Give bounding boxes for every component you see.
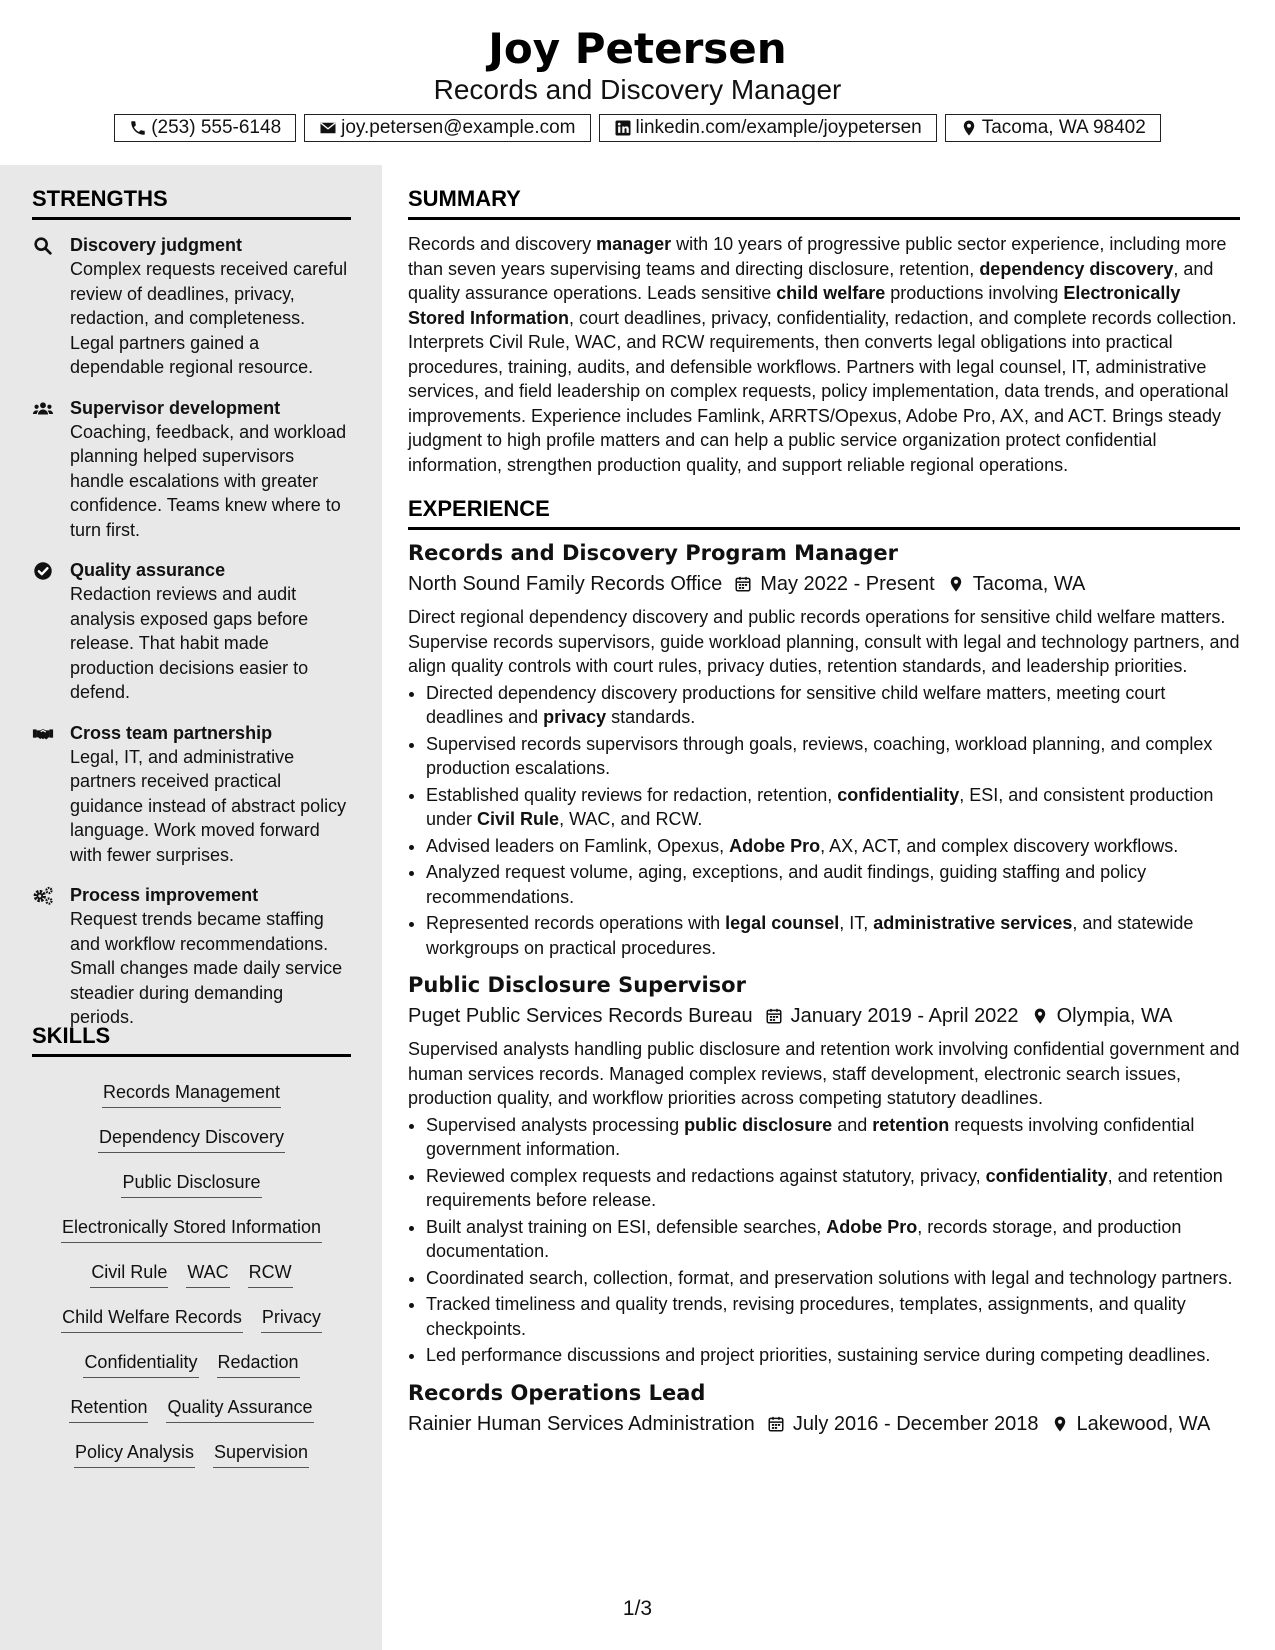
- job-bullet: • Reviewed complex requests and redactions against statutory, privacy, confidentiality, and retention requirements before release.: [426, 1164, 1240, 1213]
- job-entry: [408, 970, 1240, 1368]
- skill-tag: Retention: [69, 1395, 148, 1423]
- strengths-heading: STRENGTHS: [32, 185, 351, 220]
- job-title: Records Operations Lead: [408, 1380, 706, 1405]
- main-column: [408, 165, 1240, 1439]
- contact-email[interactable]: [304, 114, 590, 142]
- job-bullets: [408, 681, 1240, 961]
- strength-desc: Redaction reviews and audit analysis exposed gaps before release. That habit made production decisions easier to defend.: [70, 584, 309, 702]
- skill-tag: Supervision: [213, 1440, 309, 1468]
- strength-title: Process improvement: [70, 885, 259, 905]
- skills-heading: SKILLS: [32, 1022, 351, 1057]
- skill-tag: Redaction: [217, 1350, 300, 1378]
- users-icon: [32, 398, 54, 420]
- map-pin-icon: [947, 575, 965, 593]
- search-icon: [32, 235, 54, 257]
- skill-tag: Electronically Stored Information: [61, 1215, 322, 1243]
- strength-item: [32, 233, 352, 380]
- job-bullet: • Established quality reviews for redaction, retention, confidentiality, ESI, and consistent production under Civil Rule, WAC, and RCW.: [426, 783, 1240, 832]
- job-org: Puget Public Services Records Bureau: [408, 1005, 753, 1027]
- job-location: Tacoma, WA: [972, 573, 1086, 595]
- job-description: Supervised analysts handling public disclosure and retention work involving confidential government and human services records. Managed complex reviews, staff development, electronic search issues, production quality, and workflow priorities across competing statutory deadlines.: [408, 1039, 1240, 1108]
- contact-phone: [114, 114, 296, 142]
- job-meta: [408, 569, 1240, 599]
- job-bullet: • Supervised analysts processing public disclosure and retention requests involving confidential government information.: [426, 1113, 1240, 1162]
- experience-heading: EXPERIENCE: [408, 495, 1240, 530]
- strength-title: Discovery judgment: [70, 235, 243, 255]
- candidate-name: Joy Petersen: [488, 24, 787, 73]
- job-bullet: • Represented records operations with legal counsel, IT, administrative services, and statewide workgroups on practical procedures.: [426, 911, 1240, 960]
- check-circle-icon: [32, 560, 54, 582]
- job-location: Lakewood, WA: [1076, 1412, 1211, 1435]
- contact-phone-text: (253) 555-6148: [151, 117, 282, 138]
- skill-tag: Confidentiality: [83, 1350, 198, 1378]
- strength-title: Cross team partnership: [70, 722, 273, 743]
- job-description: Direct regional dependency discovery and public records operations for sensitive child welfare matters. Supervise records supervisors, guide workload planning, consult with legal and technology partners, and align quality controls with court rules, privacy duties, retention standards, and leadership priorities.: [408, 607, 1240, 676]
- job-location: Olympia, WA: [1056, 1005, 1173, 1027]
- map-pin-icon: [1031, 1007, 1049, 1025]
- phone-icon: [129, 119, 147, 137]
- resume-header: [0, 0, 1275, 165]
- gears-icon: [32, 885, 54, 907]
- job-bullet: • Directed dependency discovery productions for sensitive child welfare matters, meeting court deadlines and privacy standards.: [426, 681, 1240, 730]
- strength-desc: Request trends became staffing and workflow recommendations. Small changes made daily service steadier during demanding periods.: [70, 909, 343, 1027]
- job-title: Records and Discovery Program Manager: [408, 541, 898, 565]
- skills-list: [32, 1080, 351, 1485]
- job-dates: July 2016 - December 2018: [792, 1412, 1039, 1435]
- job-title: Public Disclosure Supervisor: [408, 973, 746, 997]
- skill-tag: Dependency Discovery: [98, 1125, 285, 1153]
- skill-tag: Child Welfare Records: [61, 1305, 243, 1333]
- strength-desc: Legal, IT, and administrative partners received practical guidance instead of abstract policy language. Work moved forward with fewer surprises.: [70, 746, 347, 865]
- map-pin-icon: [960, 119, 978, 137]
- job-bullet: • Tracked timeliness and quality trends, revising procedures, templates, assignments, and quality checkpoints.: [426, 1292, 1240, 1341]
- contact-email-text[interactable]: joy.petersen@example.com: [341, 117, 576, 138]
- strengths-list: [32, 233, 352, 1046]
- calendar-icon: [767, 1415, 785, 1433]
- sidebar: [0, 165, 382, 1650]
- calendar-icon: [734, 575, 752, 593]
- contact-bar: [0, 114, 1275, 142]
- strength-item: [32, 721, 352, 868]
- job-bullet: • Advised leaders on Famlink, Opexus, Adobe Pro, AX, ACT, and complex discovery workflows.: [426, 834, 1240, 859]
- skill-tag: Civil Rule: [90, 1260, 168, 1288]
- job-org: Rainier Human Services Administration: [408, 1412, 755, 1435]
- skill-tag: WAC: [186, 1260, 229, 1288]
- job-bullet: • Built analyst training on ESI, defensible searches, Adobe Pro, records storage, and production documentation.: [426, 1215, 1240, 1264]
- job-meta: [408, 1409, 1240, 1439]
- skill-tag: Policy Analysis: [74, 1440, 195, 1468]
- linkedin-icon: [614, 119, 632, 137]
- job-entry: [408, 538, 1240, 960]
- job-entry: [408, 1378, 1240, 1439]
- job-bullet: • Coordinated search, collection, format, and preservation solutions with legal and technology partners.: [426, 1266, 1240, 1291]
- job-bullet: • Led performance discussions and project priorities, sustaining service during competing deadlines.: [426, 1343, 1240, 1368]
- strength-item: [32, 396, 352, 543]
- calendar-icon: [765, 1007, 783, 1025]
- summary-text: Records and discovery manager with 10 years of progressive public sector experience, including more than seven years supervising teams and directing disclosure, retention, dependency discovery, and quality assurance operations. Leads sensitive child welfare productions involving Electronically Stored Information, court deadlines, privacy, confidentiality, redaction, and complete records collection. Interprets Civil Rule, WAC, and RCW requirements, then converts legal obligations into practical procedures, training, audits, and defensible workflows. Partners with legal counsel, IT, administrative services, and field leadership on complex requests, policy implementation, data trends, and operational improvements. Experience includes Famlink, ARRTS/Opexus, Adobe Pro, AX, and ACT. Brings steady judgment to high profile matters and can help a public service organization protect confidential information, strengthen production quality, and support reliable regional operations.: [408, 234, 1237, 475]
- handshake-icon: [32, 723, 54, 745]
- job-dates: January 2019 - April 2022: [790, 1005, 1019, 1027]
- candidate-role: Records and Discovery Manager: [433, 74, 842, 105]
- job-dates: May 2022 - Present: [760, 573, 935, 595]
- skill-tag: RCW: [248, 1260, 293, 1288]
- map-pin-icon: [1051, 1415, 1069, 1433]
- job-meta: [408, 1001, 1240, 1031]
- job-org: North Sound Family Records Office: [408, 573, 723, 595]
- job-bullet: • Analyzed request volume, aging, exceptions, and audit findings, guiding staffing and policy recommendations.: [426, 860, 1240, 909]
- skill-tag: Quality Assurance: [166, 1395, 313, 1423]
- summary-heading: SUMMARY: [408, 185, 1240, 220]
- job-bullet: • Supervised records supervisors through goals, reviews, coaching, workload planning, and complex production escalations.: [426, 732, 1240, 781]
- strength-title: Supervisor development: [70, 397, 281, 418]
- envelope-icon: [319, 119, 337, 137]
- strength-desc: Coaching, feedback, and workload planning helped supervisors handle escalations with greater confidence. Teams knew where to turn first.: [70, 421, 347, 540]
- skill-tag: Privacy: [261, 1305, 322, 1333]
- contact-location-text: Tacoma, WA 98402: [981, 117, 1146, 138]
- strength-item: [32, 558, 352, 705]
- skill-tag: Public Disclosure: [121, 1170, 261, 1198]
- strength-desc: Complex requests received careful review of deadlines, privacy, redaction, and completeness. Legal partners gained a dependable regional resource.: [70, 259, 348, 377]
- contact-location: [945, 114, 1161, 142]
- contact-linkedin-text[interactable]: linkedin.com/example/joypetersen: [635, 117, 922, 138]
- strength-item: [32, 883, 352, 1030]
- strength-title: Quality assurance: [70, 560, 226, 580]
- job-bullets: [408, 1113, 1240, 1368]
- contact-linkedin[interactable]: [599, 114, 937, 142]
- page-number: 1/3: [622, 1597, 653, 1620]
- skill-tag: Records Management: [102, 1080, 281, 1108]
